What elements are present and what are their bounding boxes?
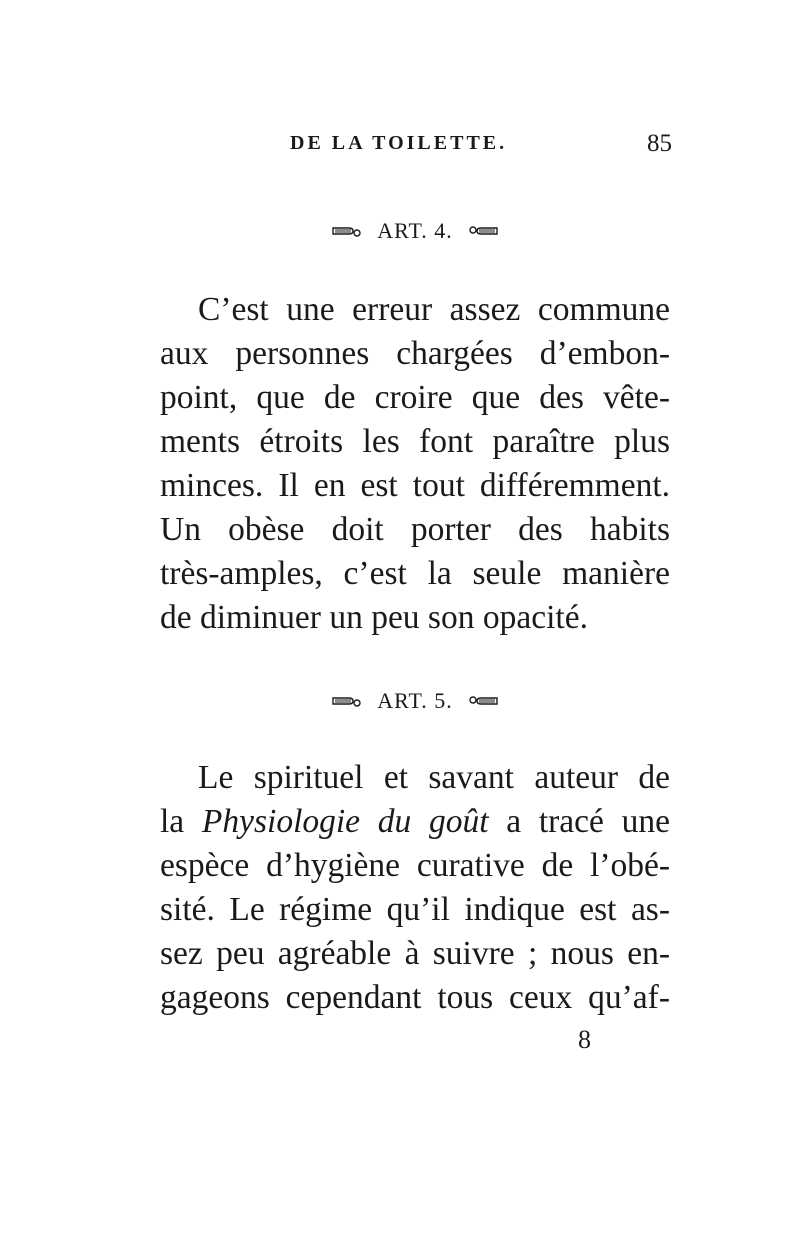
article-heading-5 [15, 688, 800, 714]
text-line: sité. Le régime qu’il indique est as- [160, 891, 670, 928]
article-heading-text: ART. 5. [377, 688, 453, 713]
text-line: sez peu agréable à suivre ; nous en- [160, 935, 670, 972]
text-line [160, 800, 670, 844]
text-line: Le spirituel et savant auteur de [198, 759, 670, 796]
text-line: gageons cependant tous ceux qu’af- [160, 979, 670, 1016]
text-line: aux personnes chargées d’embon- [160, 335, 670, 372]
pointing-hand-left-icon [467, 222, 499, 240]
text-line: minces. Il en est tout différemment. [160, 467, 670, 504]
text-line: point, que de croire que des vête- [160, 379, 670, 416]
signature-mark: 8 [578, 1025, 591, 1054]
running-title: DE LA TOILETTE. [290, 132, 508, 154]
article-heading-4 [15, 218, 800, 244]
article-5-paragraph [160, 756, 670, 1020]
page-number: 85 [647, 130, 672, 157]
pointing-hand-right-icon [331, 222, 363, 240]
text-line: C’est une erreur assez commune [198, 291, 670, 328]
article-heading-text: ART. 4. [377, 218, 453, 243]
text-fragment: la [160, 803, 202, 840]
text-line: espèce d’hygiène curative de l’obé- [160, 847, 670, 884]
running-head [160, 132, 672, 162]
text-line: Un obèse doit porter des habits [160, 511, 670, 548]
text-line: très-amples, c’est la seule manière [160, 555, 670, 592]
text-line: de diminuer un peu son opacité. [160, 599, 588, 636]
text-fragment: a tracé une [488, 803, 670, 840]
text-line: ments étroits les font paraître plus [160, 423, 670, 460]
book-title-italic: Physiologie du goût [201, 803, 489, 840]
pointing-hand-right-icon [331, 692, 363, 710]
pointing-hand-left-icon [467, 692, 499, 710]
article-4-paragraph [160, 288, 670, 640]
